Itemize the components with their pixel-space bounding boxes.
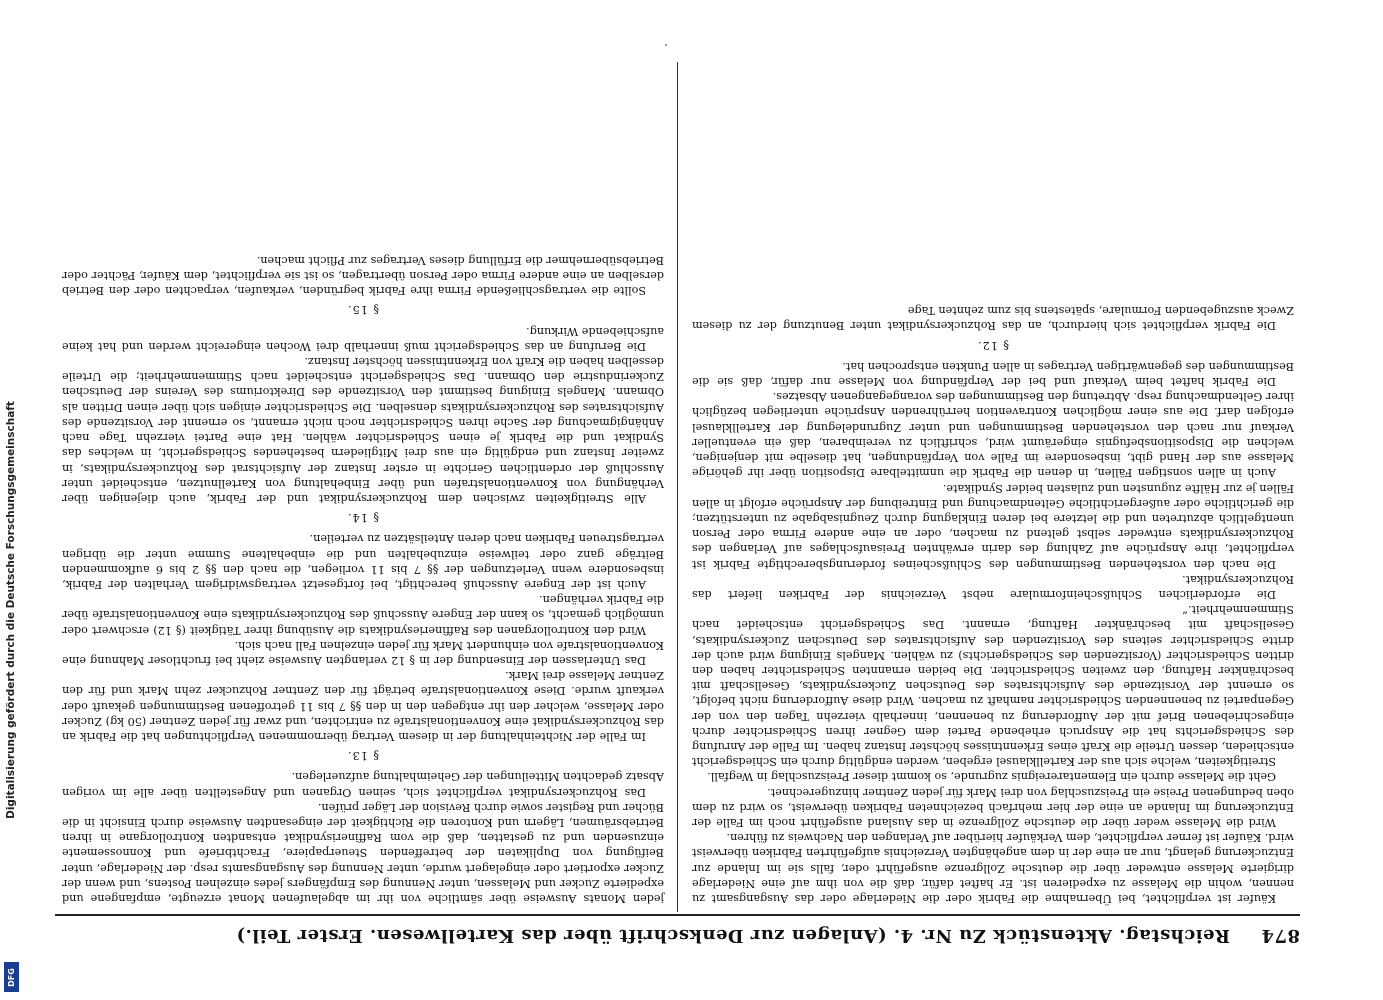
section-13-paragraph: Das Unterlassen der Einsendung der in § 12 verlangten Ausweise zieht bei fruchtloser Mahnung eine Konventionalstrafe von einhundert Mark für jeden einzelnen Fall nach sich. xyxy=(62,638,664,667)
left-paragraph: Käufer ist verpflichtet, bei Übernahme die Fabrik oder die Niederlage oder das Ausgangsamt zu nennen, wohin die Melasse zu expedieren ist. Er haftet dafür, daß die von ihm auf eine Niederlage dirigierte Melasse entweder über die deutsche Zollgrenze ausgeführt oder, falls sie im Inlande zur Entzuckerung gelangt, nur an eine der in dem angehängten Verzeichnis aufgeführten Fabriken überweist wird. Käufer ist ferner verpflichtet, dem Verkäufer hierüber auf Verlangen den Nachweis zu führen. xyxy=(692,831,1294,905)
header-title: Reichstag. Aktenstück Zu Nr. 4. (Anlagen zur Denkschrift über das Kartellwesen. Erster Teil.) xyxy=(236,925,1230,946)
left-column xyxy=(692,303,1294,906)
right-column xyxy=(62,253,664,906)
section-heading-14: § 14. xyxy=(347,511,379,525)
credit-text: Digitalisierung gefördert durch die Deutsche Forschungsgemeinschaft xyxy=(5,401,17,819)
section-14-paragraph: Alle Streitigkeiten zwischen dem Rohzuckersyndikat und der Fabrik, auch diejenigen über Verhängung von Konventionalstrafen und über Einbehaltung von Kartellnutzen, entscheidet unter Ausschluß der ordentlichen Gerichte in erster Instanz der Aufsichtsrat des Rohzuckersyndikats, in zweiter Instanz und endgültig ein aus drei Mitgliedern bestehendes Schiedsgericht, in welches das Syndikat und die Fabrik je einen Schiedsrichter wählen. Hat eine Partei vierzehn Tage nach Anhängigmachung der Sache ihren Schiedsrichter noch nicht ernannt, so ernennt der Vorsitzende des Aufsichtsrates des Rohzuckersyndikats denselben. Die Schiedsrichter einigen sich über einen Dritten als Obmann. Mangels Einigung bestimmt den Vorsitzende des Direktoriums des Vereins der Deutschen Zuckerindustrie den Obmann. Das Schiedsgericht entscheidet nach Stimmenmehrheit; die Urteile desselben haben die Kraft von Erkenntnissen höchster Instanz. xyxy=(62,355,664,505)
section-13-paragraph: Im Falle der Nichteinhaltung der in diesem Vertrag übernommenen Verpflichtungen hat die Fabrik an das Rohzuckersyndikat eine Konventionalstrafe zu entrichten, und zwar für jeden Zentner (50 kg) Zucker oder Melasse, welcher den ihr entgegen den in den §§ 7 bis 11 getroffenen Bestimmungen gekauft oder verkauft wurde. Diese Konventionalstrafe beträgt für den Zentner Rohzucker zehn Mark und für den Zentner Melasse drei Mark. xyxy=(62,669,664,743)
right-paragraph: Das Rohzuckersyndikat verpflichtet sich, seinen Organen und Angestellten über alle im vorigen Absatz gedachten Mitteilungen der Geheimhaltung aufzuerlegen. xyxy=(62,770,664,799)
section-heading-13: § 13. xyxy=(347,749,379,763)
left-paragraph: Auch in allen sonstigen Fällen, in denen die Fabrik die unmittelbare Disposition über ihr gehörige Melasse aus der Hand gibt, insbesondere im Falle von Verpfändungen, hat dieselbe mit denjenigen, welchen die Dispositionsbefugnis eingeräumt wird, schriftlich zu vereinbaren, daß ein eventueller Verkauf nur nach den vorstehenden Bestimmungen und unter Zugrundelegung der Kartellklausel erfolgen darf. Die aus einer möglichen Kontravention herrührenden Ansprüche unterliegen bezüglich ihrer Geltendmachung resp. Abtretung den Bestimmungen des vorangegangenen Absatzes. xyxy=(692,390,1294,480)
side-credit xyxy=(0,0,22,1000)
left-paragraph: Die erforderlichen Schlußscheinformulare nebst Verzeichnis der Fabriken liefert das Rohzuckersyndikat. xyxy=(692,572,1294,601)
page-number: 874 xyxy=(1260,925,1300,946)
left-paragraph: Wird die Melasse weder über die deutsche Zollgrenze in das Ausland ausgeführt noch im Falle der Entzuckerung im Inlande an eine der hier mehrfach bezeichneten Fabriken überweist, so wird zu dem oben bedungenen Preise ein Preiszuschlag von drei Mark für jeden Zentner hinzugerechnet. xyxy=(692,785,1294,829)
section-13-paragraph: Auch ist der Engere Ausschuß berechtigt, bei fortgesetzt vertragswidrigem Verhalten der Fabrik, insbesondere wenn Verletzungen der §§ 7 bis 11 vorliegen, die nach den §§ 2 bis 6 aufkommenden Beiträge ganz oder teilweise einzubehalten und die einbehaltene Summe unter die übrigen vertragstreuen Fabriken nach deren Anteilsätzen zu verteilen. xyxy=(62,532,664,591)
section-13-paragraph: Wird den Kontrollorganen des Raffineriesyndikats die Ausübung ihrer Tätigkeit (§ 12) erschwert oder unmöglich gemacht, so kann der Engere Ausschuß des Rohzuckersyndikats eine Konventionalstrafe über die Fabrik verhängen. xyxy=(62,593,664,637)
left-paragraph: Die Fabrik haftet beim Verkauf und bei der Verpfändung von Melasse nur dafür, daß sie die Bestimmungen des gegenwärtigen Vertrages in allen Punkten entsprochen hat. xyxy=(692,359,1294,389)
column-separator xyxy=(677,62,678,912)
section-15-paragraph: Sollte die vertragschließende Firma ihre Fabrik begründen, verkaufen, verpachten oder den Betrieb derselben an eine andere Firma oder Person übertragen, so ist sie verpflichtet, dem Käufer, Pächter oder Betriebsübernehmer die Erfüllung dieses Vertrages zur Pflicht machen. xyxy=(62,253,664,298)
section-heading-15: § 15. xyxy=(347,303,379,317)
section-12-paragraph: Die Fabrik verpflichtet sich hierdurch, an das Rohzuckersyndikat unter Benutzung der zu diesem Zweck auszugebenden Formulare, spätestens bis zum zehnten Tage xyxy=(692,304,1294,333)
left-paragraph: Streitigkeiten, welche sich aus der Kartellklausel ergeben, werden endgültig durch ein Schiedsgericht entschieden, dessen Urteile die Kraft eines Erkenntnisses höchster Instanz haben. Im Falle der Anrufung des Schiedsgerichts hat die Anspruch erhebende Partei dem Gegner ihren Schiedsrichter durch eingeschriebenen Brief mit der Aufforderung zu benennen, innerhalb vierzehn Tagen den von der Gegenpartei zu benennenden Schiedsrichter namhaft zu machen. Wird diese Aufforderung nicht befolgt, so ernennt der Vorsitzende des Aufsichtsrates des Deutschen Zuckersyndikats, Gesellschaft mit beschränkter Haftung, den zweiten Schiedsrichter. Die beiden ernannten Schiedsrichter haben den dritten Schiedsrichter (Vorsitzenden des Schiedsgerichts) zu wählen. Mangels Einigung wird auch der dritte Schiedsrichter seitens des Vorsitzenden des Aufsichtsrates des Deutschen Zuckersyndikats, Gesellschaft mit beschränkter Haftung, ernannt. Das Schiedsgericht entscheidet nach Stimmenmehrheit.“ xyxy=(692,603,1294,769)
header-rule xyxy=(55,914,1300,916)
speck-mark xyxy=(665,44,667,46)
left-paragraph: Die nach den vorstehenden Bestimmungen des Schlußscheines forderungsberechtigte Fabrik ist verpflichtet, ihre Ansprüche auf Zahlung des darin erwähnten Preisaufschlages auf Verlangen des Rohzuckersyndikats entweder selbst geltend zu machen, oder an eine andere Firma oder Person unentgeltlich abzutreten und die letztere bei deren Einklagung durch Zeugnisabgabe zu unterstützen; die gerichtliche oder außergerichtliche Geltendmachung und Eintreibung der Ansprüche erfolgt in allen Fällen je zur Hälfte zugunsten und zulasten beider Syndikate. xyxy=(692,481,1294,571)
section-14-paragraph: Die Berufung an das Schiedsgericht muß innerhalb drei Wochen eingereicht werden und hat keine aufschiebende Wirkung. xyxy=(62,324,664,353)
section-heading-12: § 12. xyxy=(977,338,1009,352)
left-paragraph: Geht die Melasse durch ein Elementarereignis zugrunde, so kommt dieser Preiszuschlag in Wegfall. xyxy=(707,770,1276,784)
rotated-page-content xyxy=(55,62,1300,952)
dfg-logo-text: DFG xyxy=(7,967,17,987)
right-paragraph: jeden Monats Ausweise über sämtliche von ihr im abgelaufenen Monat erzeugte, empfangene und expedierte Zucker und Melassen, unter Nennung des Empfängers jedes einzelnen Postens, und wenn der Zucker exportiert oder eingelagert wurde, unter Nennung des Ausgangsamts resp. der Niederlage, unter Beifügung von Duplikaten der betreffenden Steuerpapiere, Frachtbriefe und Konnossemente einzusenden und zu gestatten, daß die vom Raffinerisyndikat entsandten Kontrollorgane in ihren Betriebsräumen, Lägern und Kontoren die Richtigkeit der eingesandten Ausweise durch Einsicht in die Bücher und Register sowie durch Revision der Läger prüfen. xyxy=(62,800,664,905)
dfg-logo-icon xyxy=(4,962,19,992)
running-header xyxy=(55,918,1300,952)
